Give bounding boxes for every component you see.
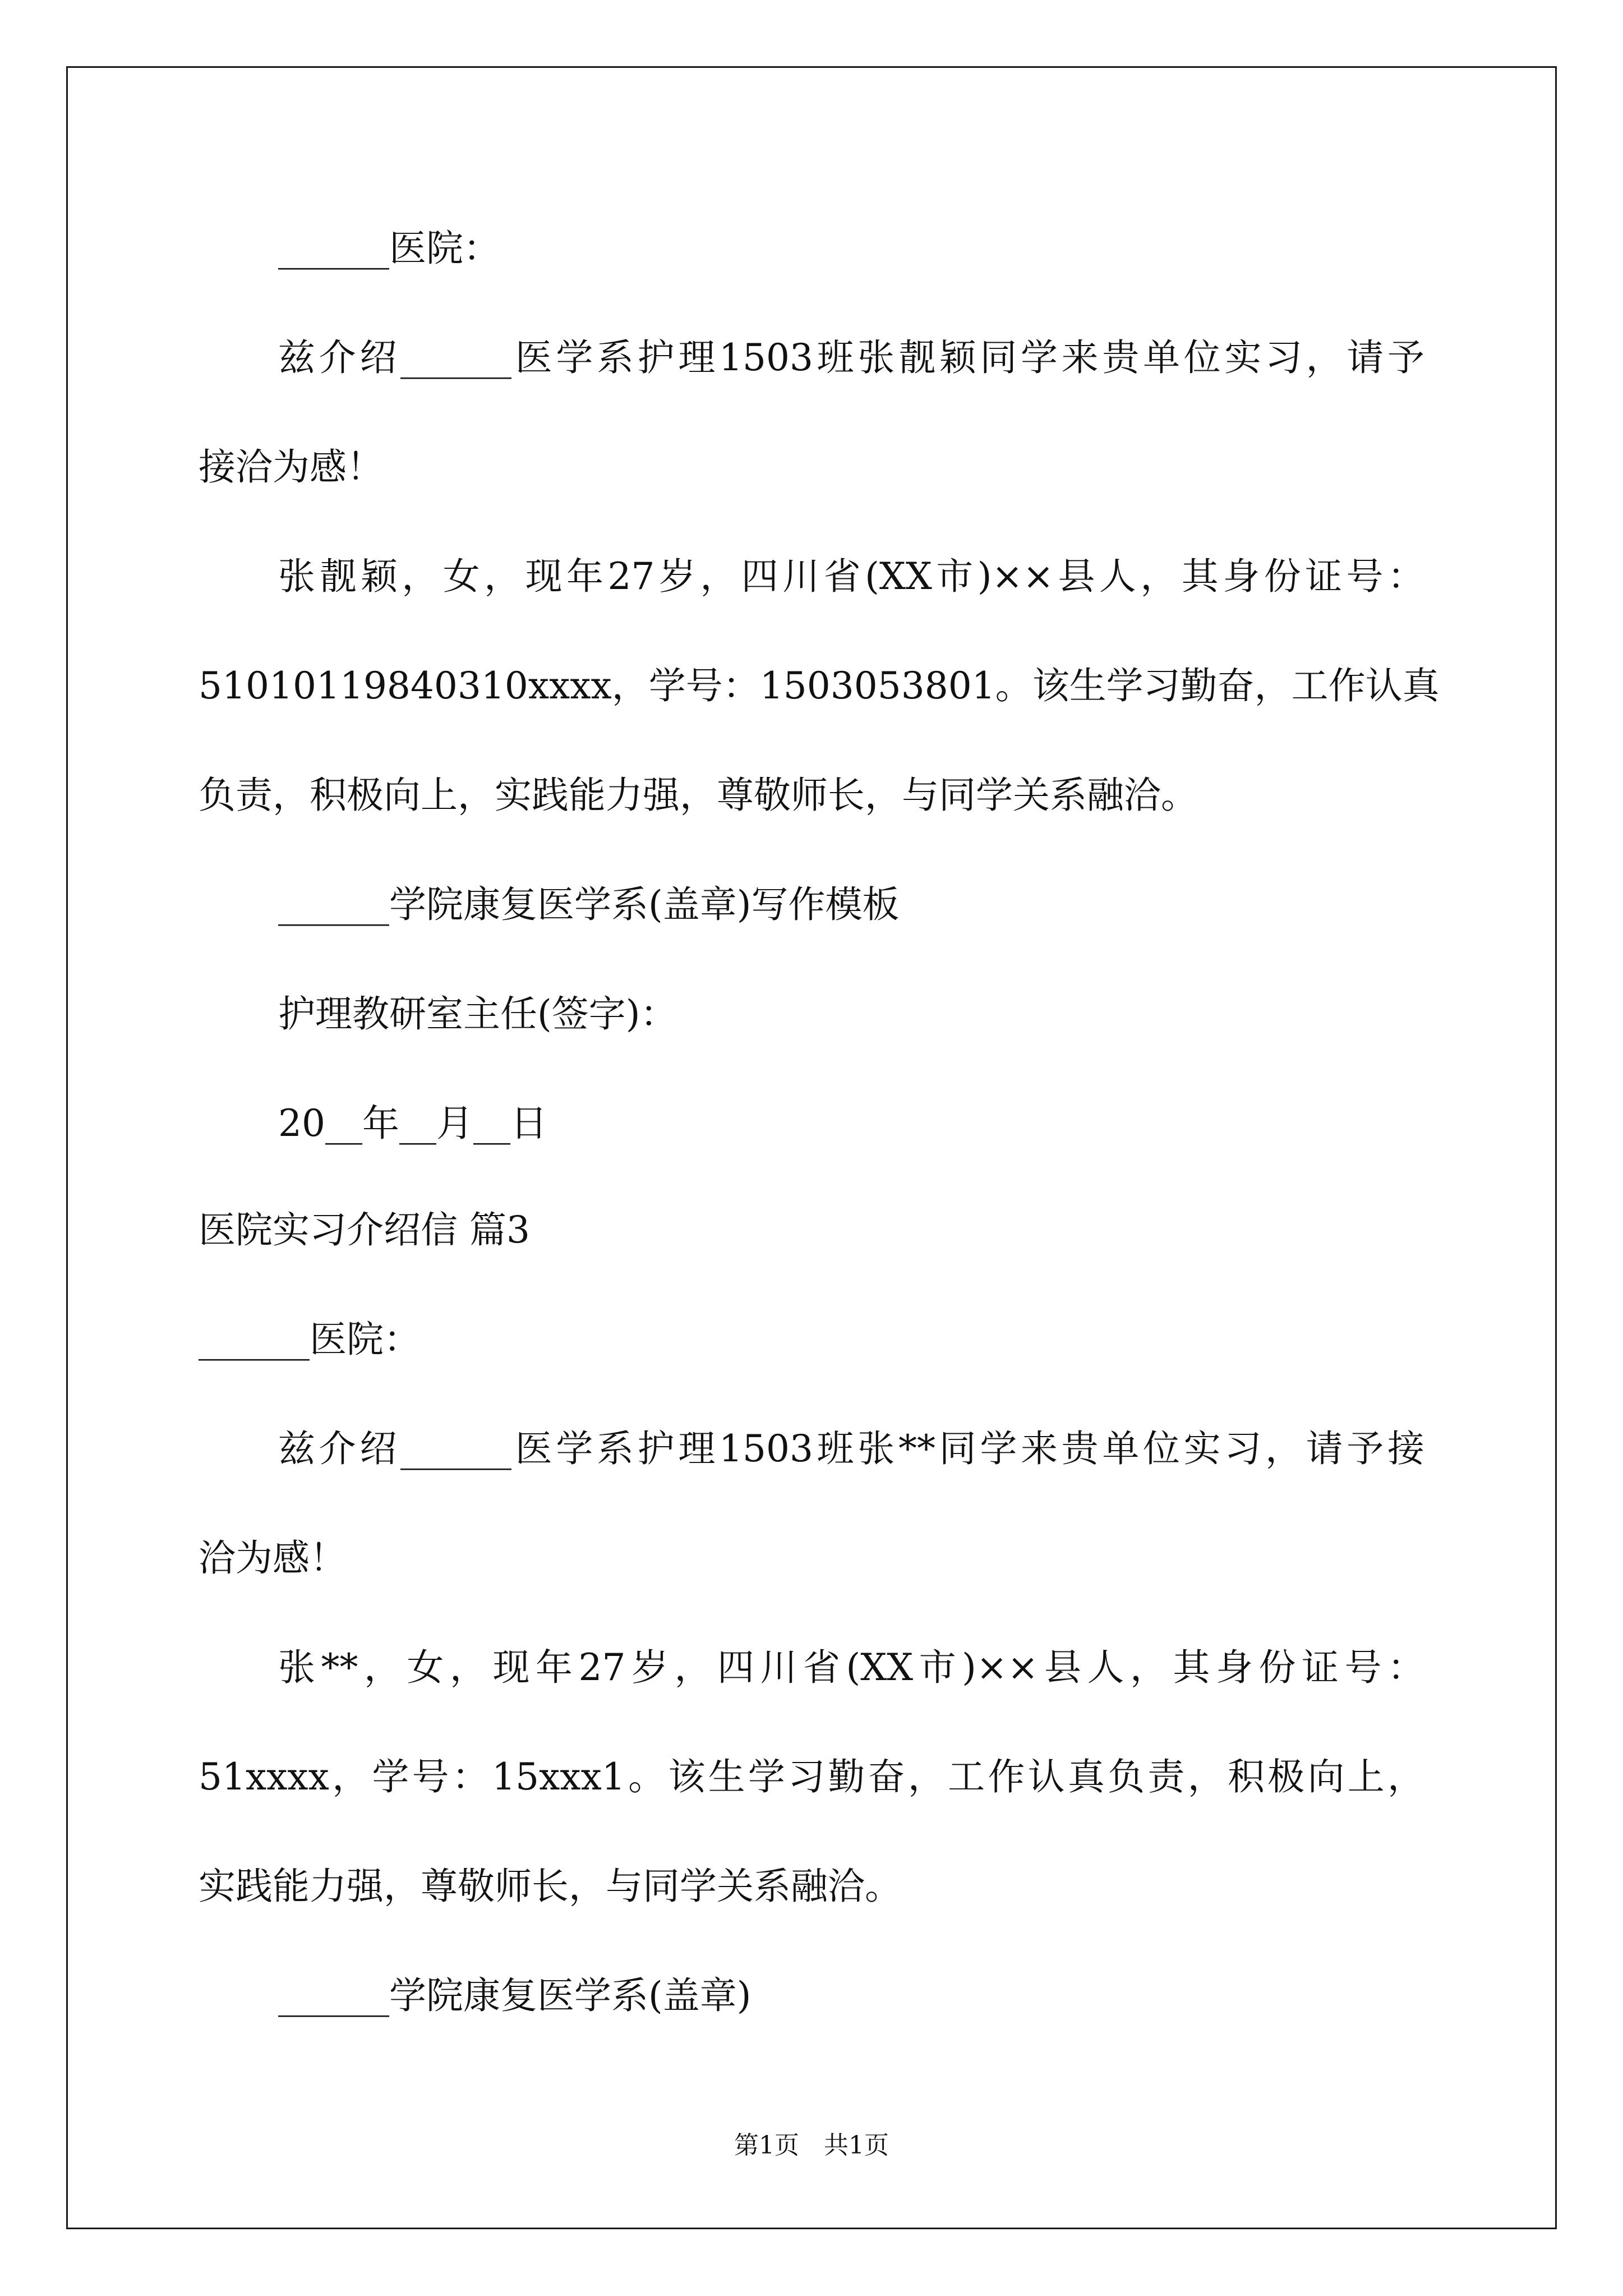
school-seal-line-2: ______学院康复医学系(盖章)	[278, 1974, 751, 2017]
section-heading: 医院实习介绍信 篇3	[199, 1208, 530, 1251]
student2-info-line-1: 张**，女，现年27岁，四川省(XX市)××县人，其身份证号：	[278, 1646, 1424, 1689]
intro2-line-1: 兹介绍______医学系护理1503班张**同学来贵单位实习，请予接	[278, 1427, 1424, 1470]
intro2-line-2: 洽为感！	[199, 1536, 347, 1580]
addressee-line-1: ______医院：	[278, 227, 500, 270]
addressee-line-2: ______医院：	[199, 1318, 421, 1361]
director-signature-line: 护理教研室主任(签字)：	[278, 992, 677, 1036]
student-info-line-3: 负责，积极向上，实践能力强，尊敬师长，与同学关系融洽。	[199, 774, 1198, 817]
student2-info-line-2: 51xxxx，学号：15xxx1。该生学习勤奋，工作认真负责，积极向上，	[199, 1755, 1424, 1798]
student2-info-line-3: 实践能力强，尊敬师长，与同学关系融洽。	[199, 1865, 902, 1908]
intro-line-1: 兹介绍______医学系护理1503班张靓颖同学来贵单位实习，请予	[278, 336, 1424, 379]
page-footer: 第1页 共1页	[734, 2131, 889, 2160]
date-line: 20__年__月__日	[278, 1102, 547, 1145]
intro-line-2: 接洽为感！	[199, 445, 384, 489]
student-info-line-1: 张靓颖，女，现年27岁，四川省(XX市)××县人，其身份证号：	[278, 555, 1424, 598]
school-seal-line-1: ______学院康复医学系(盖章)写作模板	[278, 883, 900, 926]
student-info-line-2: 51010119840310xxxx，学号：1503053801。该生学习勤奋，工作认真	[199, 664, 1440, 707]
